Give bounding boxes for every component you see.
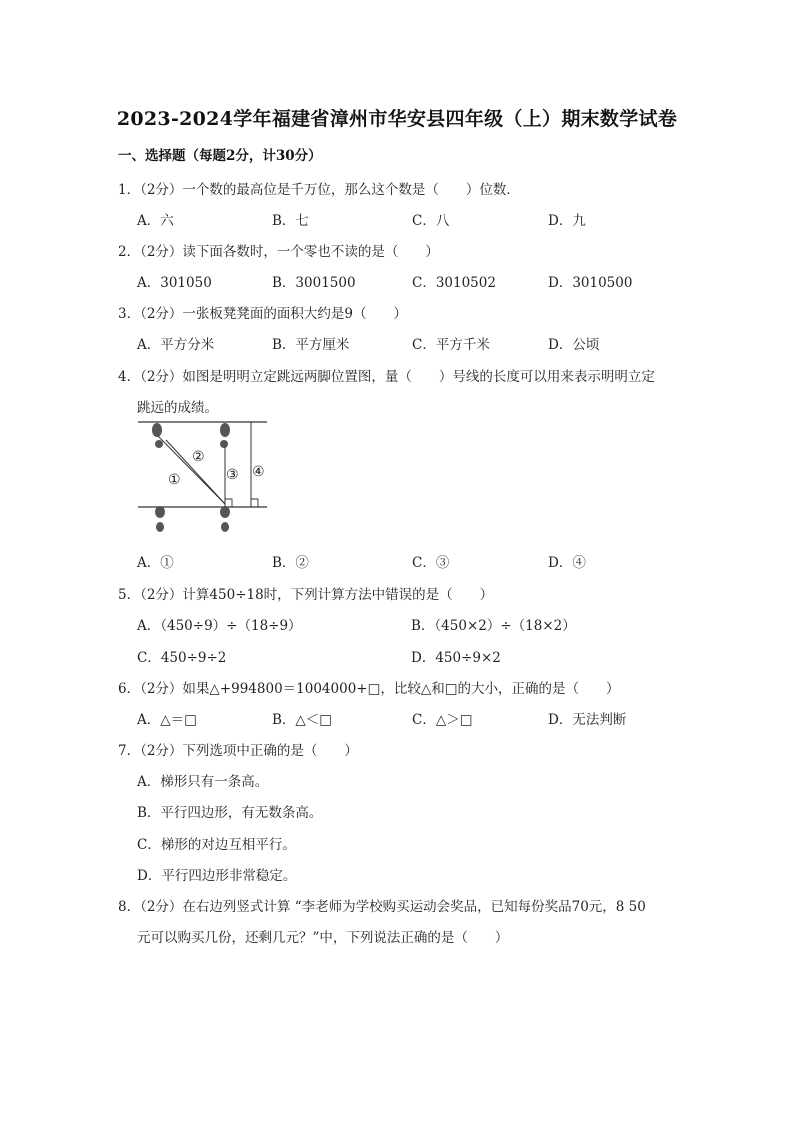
footprint-icon: [220, 423, 230, 448]
q6-option-c[interactable]: C．△＞□: [412, 712, 473, 728]
q2-option-c[interactable]: C．3010502: [412, 275, 496, 291]
q7-option-d[interactable]: D．平行四边形非常稳定。: [137, 868, 297, 884]
question-4: 4．（2分）如图是明明立定跳远两脚位置图，量（ ）号线的长度可以用来表示明明立定: [118, 369, 655, 385]
q4-option-c[interactable]: C．③: [412, 555, 450, 571]
question-3: 3．（2分）一张板凳凳面的面积大约是9（ ）: [118, 306, 408, 322]
q7-option-a[interactable]: A．梯形只有一条高。: [137, 774, 269, 790]
long-jump-figure: [136, 416, 272, 540]
q6-option-a[interactable]: A．△＝□: [137, 712, 197, 728]
figure-label-3: ③: [226, 467, 239, 483]
q1-option-b[interactable]: B．七: [272, 213, 309, 229]
q3-option-a[interactable]: A．平方分米: [137, 337, 215, 353]
q7-option-c[interactable]: C．梯形的对边互相平行。: [137, 837, 296, 853]
q3-option-d[interactable]: D．公顷: [548, 337, 600, 353]
q2-option-d[interactable]: D．3010500: [548, 275, 633, 291]
q2-option-b[interactable]: B．3001500: [272, 275, 356, 291]
q3-option-c[interactable]: C．平方千米: [412, 337, 490, 353]
q1-option-a[interactable]: A．六: [137, 213, 174, 229]
question-8-continued: 元可以购买几份，还剩几元？”中，下列说法正确的是（ ）: [137, 930, 509, 946]
question-6: 6．（2分）如果△+994800＝1004000+□，比较△和□的大小，正确的是（ ）: [118, 681, 620, 697]
q4-option-a[interactable]: A．①: [137, 555, 174, 571]
footprint-icon: [155, 506, 165, 532]
q5-option-c[interactable]: C．450÷9÷2: [137, 650, 227, 666]
q1-option-d[interactable]: D．九: [548, 213, 586, 229]
q2-option-a[interactable]: A．301050: [137, 275, 212, 291]
figure-label-4: ④: [252, 464, 265, 480]
question-2: 2．（2分）读下面各数时，一个零也不读的是（ ）: [118, 244, 439, 260]
exam-title: 2023-2024学年福建省漳州市华安县四年级（上）期末数学试卷: [116, 108, 678, 130]
footprint-icon: [152, 423, 163, 448]
question-1: 1．（2分）一个数的最高位是千万位，那么这个数是（ ）位数．: [118, 182, 520, 198]
question-8: 8．（2分）在右边列竖式计算 “李老师为学校购买运动会奖品，已知每份奖品70元，8 50: [118, 899, 646, 915]
figure-label-1: ①: [168, 472, 181, 488]
q5-option-b[interactable]: B．（450×2）÷（18×2）: [411, 618, 576, 634]
q6-option-b[interactable]: B．△＜□: [272, 712, 333, 728]
q4-option-d[interactable]: D．④: [548, 555, 586, 571]
question-7: 7．（2分）下列选项中正确的是（ ）: [118, 743, 358, 759]
footprint-icon: [220, 506, 230, 532]
figure-label-2: ②: [192, 449, 205, 465]
q1-option-c[interactable]: C．八: [412, 213, 450, 229]
q7-option-b[interactable]: B．平行四边形，有无数条高。: [137, 805, 323, 821]
q4-option-b[interactable]: B．②: [272, 555, 309, 571]
question-5: 5．（2分）计算450÷18时，下列计算方法中错误的是（ ）: [118, 587, 494, 603]
q5-option-d[interactable]: D．450÷9×2: [411, 650, 501, 666]
section-heading: 一、选择题（每题2分，计30分）: [118, 148, 322, 164]
q6-option-d[interactable]: D．无法判断: [548, 712, 627, 728]
q3-option-b[interactable]: B．平方厘米: [272, 337, 350, 353]
question-4-continued: 跳远的成绩。: [137, 400, 218, 416]
q5-option-a[interactable]: A．（450÷9）÷（18÷9）: [137, 618, 302, 634]
